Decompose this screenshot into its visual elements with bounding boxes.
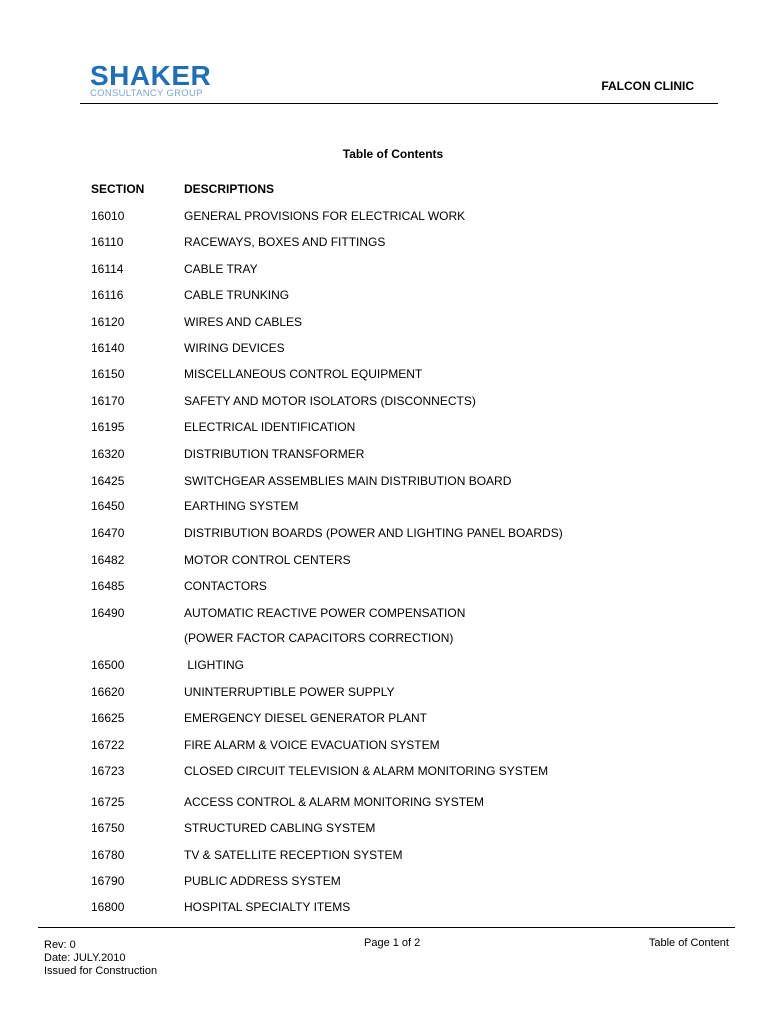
section-description: SAFETY AND MOTOR ISOLATORS (DISCONNECTS): [184, 394, 476, 408]
section-description: WIRES AND CABLES: [184, 315, 303, 329]
toc-row: [0, 764, 768, 780]
section-description: CABLE TRUNKING: [184, 288, 290, 302]
toc-row: [0, 900, 768, 916]
toc-row: [0, 685, 768, 701]
toc-row: [0, 420, 768, 436]
toc-row: [0, 235, 768, 251]
revision-label: Rev: 0: [44, 939, 76, 951]
section-number: 16620: [91, 685, 125, 699]
section-number: 16725: [91, 795, 125, 809]
section-description: AUTOMATIC REACTIVE POWER COMPENSATION: [184, 606, 466, 620]
section-number: 16750: [91, 821, 125, 835]
section-number: 16722: [91, 738, 125, 752]
document-name: Table of Content: [648, 937, 729, 949]
section-number: 16790: [91, 874, 125, 888]
company-logo: [90, 62, 211, 99]
section-number: 16425: [91, 474, 125, 488]
footer-meta: [44, 939, 157, 978]
section-description: FIRE ALARM & VOICE EVACUATION SYSTEM: [184, 738, 440, 752]
toc-row: [0, 579, 768, 595]
section-description: GENERAL PROVISIONS FOR ELECTRICAL WORK: [184, 209, 466, 223]
column-header-descriptions: DESCRIPTIONS: [184, 182, 275, 196]
section-number: 16110: [91, 235, 124, 249]
section-number: 16800: [91, 900, 125, 914]
section-description: EMERGENCY DIESEL GENERATOR PLANT: [184, 711, 427, 725]
section-description: RACEWAYS, BOXES AND FITTINGS: [184, 235, 386, 249]
section-description: UNINTERRUPTIBLE POWER SUPPLY: [184, 685, 395, 699]
toc-row: [0, 447, 768, 463]
section-description: CLOSED CIRCUIT TELEVISION & ALARM MONITORING SYSTEM: [184, 764, 549, 778]
section-description: CONTACTORS: [184, 579, 267, 593]
section-description: TV & SATELLITE RECEPTION SYSTEM: [184, 848, 403, 862]
toc-row: [0, 474, 768, 490]
page-number: Page 1 of 2: [364, 937, 421, 949]
section-number: 16780: [91, 848, 125, 862]
footer-divider: [38, 927, 735, 928]
column-header-section: SECTION: [91, 182, 145, 196]
section-description: STRUCTURED CABLING SYSTEM: [184, 821, 376, 835]
section-number: 16470: [91, 526, 125, 540]
toc-row: [0, 738, 768, 754]
toc-row: [0, 848, 768, 864]
section-number: 16723: [91, 764, 125, 778]
section-description: SWITCHGEAR ASSEMBLIES MAIN DISTRIBUTION BOARD: [184, 474, 512, 488]
section-number: 16195: [91, 420, 125, 434]
section-number: 16010: [91, 209, 125, 223]
toc-row: [0, 341, 768, 357]
toc-row: [0, 526, 768, 542]
toc-row: [0, 288, 768, 304]
toc-row: [0, 553, 768, 569]
section-number: 16482: [91, 553, 125, 567]
section-description: PUBLIC ADDRESS SYSTEM: [184, 874, 341, 888]
section-number: 16625: [91, 711, 125, 725]
section-description: DISTRIBUTION TRANSFORMER: [184, 447, 365, 461]
section-description: ELECTRICAL IDENTIFICATION: [184, 420, 356, 434]
toc-row: [0, 209, 768, 225]
header-divider: [80, 103, 718, 104]
section-number: 16450: [91, 499, 125, 513]
section-description: ACCESS CONTROL & ALARM MONITORING SYSTEM: [184, 795, 485, 809]
section-number: 16485: [91, 579, 125, 593]
page-title: Table of Contents: [342, 147, 444, 161]
date-label: Date: JULY.2010: [44, 952, 126, 964]
section-description: WIRING DEVICES: [184, 341, 285, 355]
section-number: 16500: [91, 658, 125, 672]
section-number: 16490: [91, 606, 125, 620]
section-description: HOSPITAL SPECIALTY ITEMS: [184, 900, 351, 914]
toc-row: [0, 499, 768, 515]
toc-row: [0, 711, 768, 727]
toc-row: [0, 606, 768, 622]
section-number: 16140: [91, 341, 125, 355]
section-number: 16150: [91, 367, 125, 381]
section-number: 16114: [91, 262, 124, 276]
toc-row: [0, 658, 768, 674]
toc-row: [0, 394, 768, 410]
toc-row: [0, 631, 768, 647]
section-number: 16320: [91, 447, 125, 461]
section-number: 16120: [91, 315, 125, 329]
issue-status: Issued for Construction: [44, 965, 158, 977]
toc-row: [0, 821, 768, 837]
toc-row: [0, 262, 768, 278]
section-number: 16116: [91, 288, 124, 302]
client-name: FALCON CLINIC: [601, 79, 694, 93]
toc-row: [0, 367, 768, 383]
section-description: (POWER FACTOR CAPACITORS CORRECTION): [184, 631, 454, 645]
section-number: 16170: [91, 394, 125, 408]
logo-tagline: CONSULTANCY GROUP: [90, 88, 203, 99]
section-description: CABLE TRAY: [184, 262, 258, 276]
section-description: DISTRIBUTION BOARDS (POWER AND LIGHTING PANEL BOARDS): [184, 526, 563, 540]
section-description: MOTOR CONTROL CENTERS: [184, 553, 351, 567]
logo-wordmark: SHAKER: [90, 60, 212, 91]
section-description: LIGHTING: [184, 658, 245, 672]
toc-row: [0, 795, 768, 811]
toc-row: [0, 874, 768, 890]
toc-row: [0, 315, 768, 331]
section-description: MISCELLANEOUS CONTROL EQUIPMENT: [184, 367, 423, 381]
section-description: EARTHING SYSTEM: [184, 499, 299, 513]
